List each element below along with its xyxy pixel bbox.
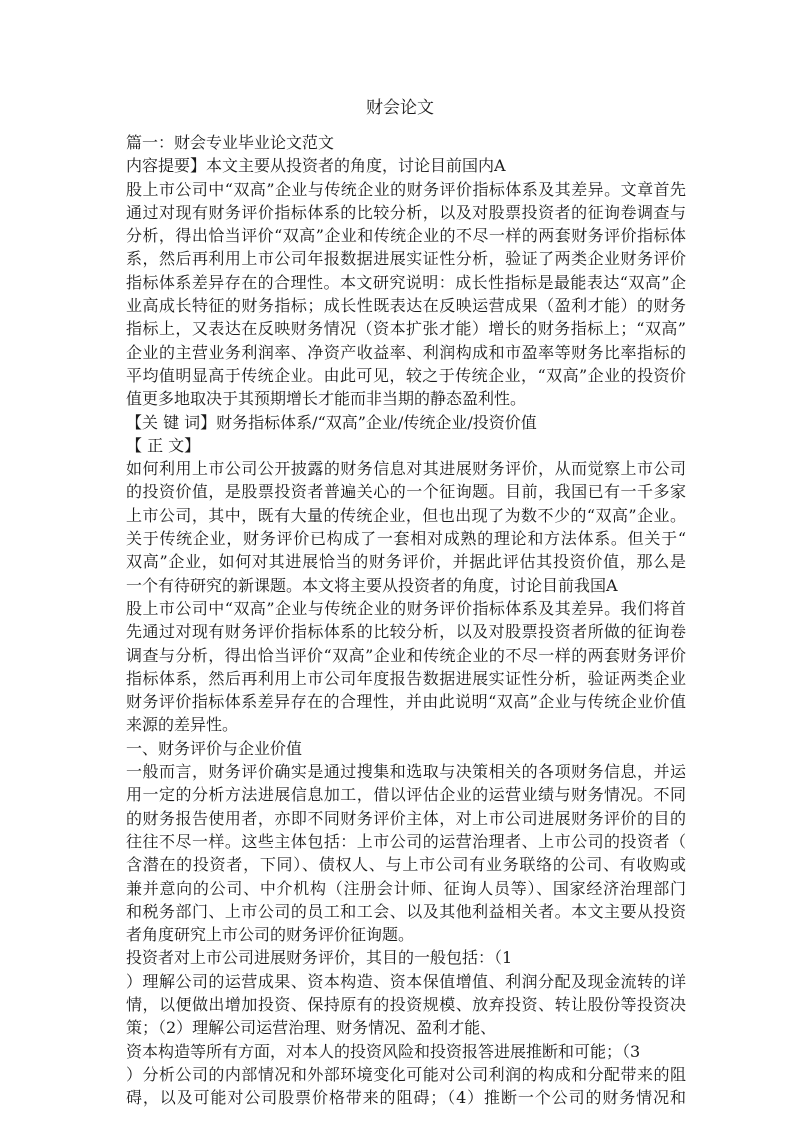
body-text-line: 企业的主营业务利润率、净资产收益率、利润构成和市盈率等财务比率指标的	[126, 342, 686, 362]
body-text-line: 往往不尽一样。这些主体包括：上市公司的运营治理者、上市公司的投资者（	[126, 831, 686, 851]
body-text-line: 情，以便做出增加投资、保持原有的投资规模、放弃投资、转让股份等投资决	[126, 994, 686, 1014]
body-text-line: 一个有待研究的新课题。本文将主要从投资者的角度，讨论目前我国A	[126, 575, 618, 595]
body-text-line: 调查与分析，得出恰当评价“双高”企业和传统企业的不尽一样的两套财务评价	[126, 645, 686, 665]
body-text-line: 和税务部门、上市公司的员工和工会、以及其他利益相关者。本文主要从投资	[126, 901, 686, 921]
body-text-line: 先通过对现有财务评价指标体系的比较分析，以及对股票投资者所做的征询卷	[126, 622, 686, 642]
body-text-line: 分析，得出恰当评价“双高”企业和传统企业的不尽一样的两套财务评价指标体	[126, 226, 686, 246]
body-text-line: 篇一：财会专业毕业论文范文	[126, 133, 335, 152]
document-body	[126, 131, 686, 1109]
document-title: 财会论文	[366, 98, 434, 118]
body-text-line: 双高”企业，如何对其进展恰当的财务评价，并据此评估其投资价值，那么是	[126, 552, 686, 572]
body-text-line: 含潜在的投资者，下同）、债权人、与上市公司有业务联络的公司、有收购或	[126, 855, 686, 875]
body-text-line: 股上市公司中“双高”企业与传统企业的财务评价指标体系及其差异。文章首先	[126, 179, 686, 199]
body-text-line: 平均值明显高于传统企业。由此可见，较之于传统企业，“双高”企业的投资价	[126, 365, 686, 385]
body-text-line: 关于传统企业，财务评价已构成了一套相对成熟的理论和方法体系。但关于“	[126, 529, 686, 549]
body-text-line: 来源的差异性。	[126, 715, 239, 735]
body-text-line: 资本构造等所有方面，对本人的投资风险和投资报答进展推断和可能；（3	[126, 1041, 641, 1061]
body-text-line: 碍，以及可能对公司股票价格带来的阻碍；（4）推断一个公司的财务情况和	[126, 1088, 686, 1108]
body-text-line: 系，然后再利用上市公司年报数据进展实证性分析，验证了两类企业财务评价	[126, 249, 686, 269]
body-text-line: 者角度研究上市公司的财务评价征询题。	[126, 925, 415, 945]
body-text-line: 一、财务评价与企业价值	[126, 738, 303, 758]
body-text-line: 兼并意向的公司、中介机构（注册会计师、征询人员等）、国家经济治理部门	[126, 878, 686, 898]
body-text-line: 财务评价指标体系差异存在的合理性，并由此说明“双高”企业与传统企业价值	[126, 692, 686, 712]
body-text-line: 如何利用上市公司公开披露的财务信息对其进展财务评价，从而觉察上市公司	[126, 459, 686, 479]
body-text-line: 通过对现有财务评价指标体系的比较分析，以及对股票投资者的征询卷调查与	[126, 202, 686, 222]
body-text-line: 【关 键 词】财务指标体系/“双高”企业/传统企业/投资价值	[126, 412, 537, 432]
body-text-line: 的投资价值，是股票投资者普遍关心的一个征询题。目前，我国已有一千多家	[126, 482, 686, 502]
body-text-line: 股上市公司中“双高”企业与传统企业的财务评价指标体系及其差异。我们将首	[126, 598, 686, 618]
body-text-line: 内容提要】本文主要从投资者的角度，讨论目前国内A	[126, 156, 506, 176]
body-text-line: 业高成长特征的财务指标；成长性既表达在反映运营成果（盈利才能）的财务	[126, 296, 686, 316]
body-text-line: 指标上，又表达在反映财务情况（资本扩张才能）增长的财务指标上；“双高”	[126, 319, 686, 339]
body-text-line: 值更多地取决于其预期增长才能而非当期的静态盈利性。	[126, 389, 527, 409]
body-text-line: 指标体系差异存在的合理性。本文研究说明：成长性指标是最能表达“双高”企	[126, 272, 686, 292]
body-text-line: 投资者对上市公司进展财务评价，其目的一般包括：（1	[126, 948, 513, 968]
body-text-line: ）分析公司的内部情况和外部环境变化可能对公司利润的构成和分配带来的阻	[126, 1064, 686, 1084]
body-text-line: 一般而言，财务评价确实是通过搜集和选取与决策相关的各项财务信息，并运	[126, 762, 686, 782]
body-text-line: 指标体系，然后再利用上市公司年度报告数据进展实证性分析，验证两类企业	[126, 668, 686, 688]
body-text-line: 策；（2）理解公司运营治理、财务情况、盈利才能、	[126, 1018, 497, 1038]
body-text-line: 上市公司，其中，既有大量的传统企业，但也出现了为数不少的“双高”企业。	[126, 505, 686, 525]
body-text-line: 用一定的分析方法进展信息加工，借以评估企业的运营业绩与财务情况。不同	[126, 785, 686, 805]
body-text-line: ）理解公司的运营成果、资本构造、资本保值增值、利润分配及现金流转的详	[126, 971, 686, 991]
body-text-line: 【 正 文】	[126, 435, 201, 455]
body-text-line: 的财务报告使用者，亦即不同财务评价主体，对上市公司进展财务评价的目的	[126, 808, 686, 828]
